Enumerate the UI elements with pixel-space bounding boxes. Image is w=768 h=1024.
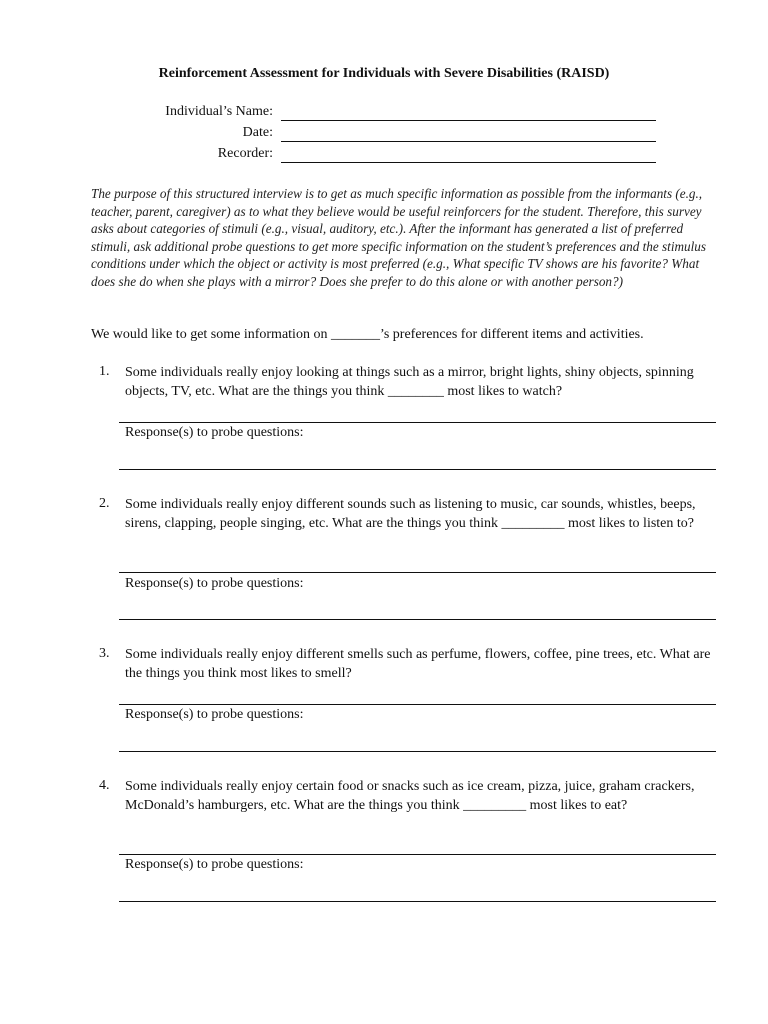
question-number: 4. — [99, 778, 110, 793]
question-number: 2. — [99, 496, 110, 511]
response-label: Response(s) to probe questions: — [125, 425, 304, 440]
recorder-field-row — [0, 146, 768, 166]
question-text: Some individuals really enjoy looking at things such as a mirror, bright lights, shiny objects, spinning objects, TV, etc. What are the things you think ________ most likes to watch? — [125, 365, 694, 399]
recorder-field-input[interactable] — [281, 162, 656, 163]
date-field-label: Date: — [242, 125, 273, 140]
response-line-top — [119, 854, 716, 855]
response-line-top — [119, 422, 716, 423]
document-title: Reinforcement Assessment for Individuals with Severe Disabilities (RAISD) — [158, 66, 610, 81]
date-field-row — [0, 125, 768, 145]
response-line-bottom[interactable] — [119, 901, 716, 902]
response-line-bottom[interactable] — [119, 619, 716, 620]
response-line-top — [119, 572, 716, 573]
question-text: Some individuals really enjoy different smells such as perfume, flowers, coffee, pine trees, etc. What are the things you think most likes to smell? — [125, 647, 711, 681]
question-text: Some individuals really enjoy different sounds such as listening to music, car sounds, whistles, beeps, sirens, clapping, people singing, etc. What are the things you think _________ most likes to listen to? — [125, 497, 696, 531]
question-number: 1. — [99, 364, 110, 379]
response-label: Response(s) to probe questions: — [125, 576, 304, 591]
date-field-input[interactable] — [281, 141, 656, 142]
question-number: 3. — [99, 646, 110, 661]
name-field-row — [0, 104, 768, 124]
question-text: Some individuals really enjoy certain food or snacks such as ice cream, pizza, juice, graham crackers, McDonald’s hamburgers, etc. What are the things you think _________ most likes to eat? — [125, 779, 695, 813]
response-line-bottom[interactable] — [119, 469, 716, 470]
response-line-bottom[interactable] — [119, 751, 716, 752]
name-field-label: Individual’s Name: — [165, 104, 273, 119]
response-line-top — [119, 704, 716, 705]
lead-sentence: We would like to get some information on _______’s preferences for different items and activities. — [91, 327, 644, 342]
response-label: Response(s) to probe questions: — [125, 707, 304, 722]
name-field-input[interactable] — [281, 120, 656, 121]
intro-paragraph: The purpose of this structured interview is to get as much specific information as possible from the informants (e.g., teacher, parent, caregiver) as to what they believe would be useful reinforcers for the student. Therefore, this survey asks about categories of stimuli (e.g., visual, auditory, etc.). After the informant has generated a list of preferred stimuli, ask additional probe questions to get more specific information on the student’s preferences and the stimulus conditions under which the object or activity is most preferred (e.g., What specific TV shows are his favorite? What does she do when she plays with a mirror? Does she prefer to do this alone or with another person?) — [91, 186, 706, 289]
recorder-field-label: Recorder: — [217, 146, 273, 161]
response-label: Response(s) to probe questions: — [125, 857, 304, 872]
